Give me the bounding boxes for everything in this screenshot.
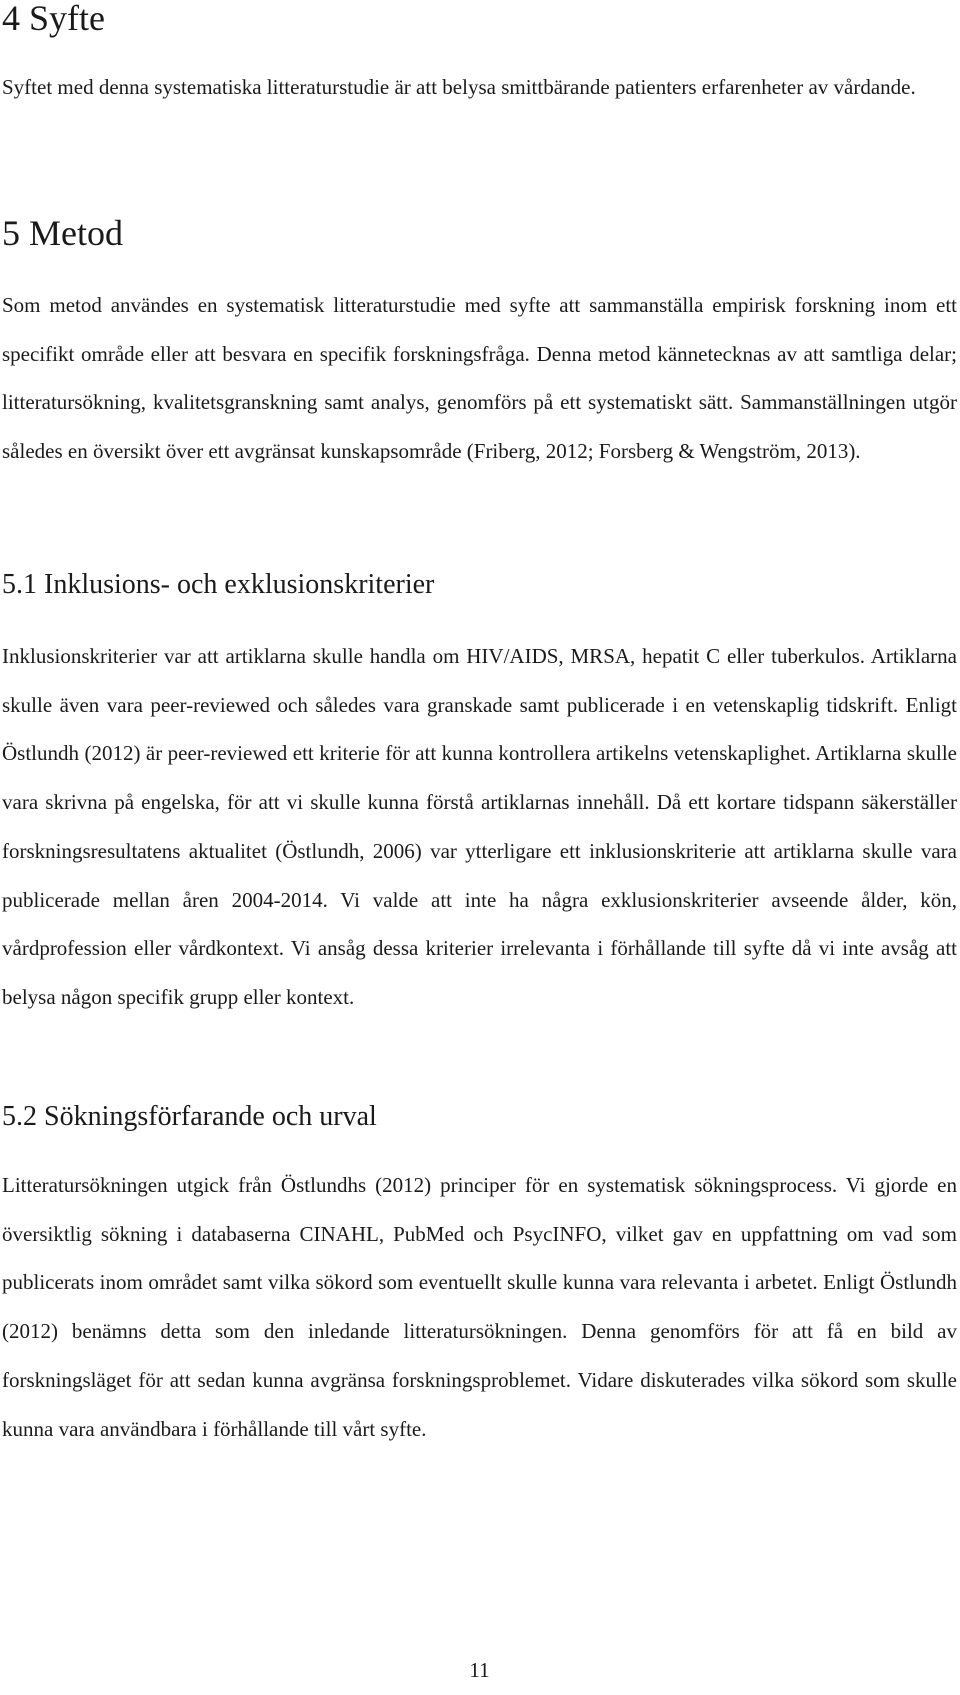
heading-sokningsforfarande: 5.2 Sökningsförfarande och urval: [2, 1101, 377, 1132]
heading-syfte: 4 Syfte: [2, 0, 105, 38]
heading-metod: 5 Metod: [2, 213, 123, 253]
paragraph-inklusionskriterier: Inklusionskriterier var att artiklarna skulle handla om HIV/AIDS, MRSA, hepatit C eller tuberkulos. Artiklarna skulle även vara peer-reviewed och således vara granskade samt publicerade i en vetenskaplig tidskrift. Enligt Östlundh (2012) är peer-reviewed ett kriterie för att kunna kontrollera artikelns vetenskaplighet. Artiklarna skulle vara skrivna på engelska, för att vi skulle kunna förstå artiklarnas innehåll. Då ett kortare tidspann säkerställer forskningsresultatens aktualitet (Östlundh, 2006) var ytterligare ett inklusionskriterie att artiklarna skulle vara publicerade mellan åren 2004-2014. Vi valde att inte ha några exklusionskriterier avseende ålder, kön, vårdprofession eller vårdkontext. Vi ansåg dessa kriterier irrelevanta i förhållande till syfte då vi inte avsåg att belysa någon specifik grupp eller kontext.: [2, 644, 957, 1009]
paragraph-syfte: Syftet med denna systematiska litteraturstudie är att belysa smittbärande patienters erfarenheter av vårdande.: [2, 75, 916, 99]
paragraph-metod: Som metod användes en systematisk litteraturstudie med syfte att sammanställa empirisk forskning inom ett specifikt område eller att besvara en specifik forskningsfråga. Denna metod kännetecknas av att samtliga delar; litteratursökning, kvalitetsgranskning samt analys, genomförs på ett systematiskt sätt. Sammanställningen utgör således en översikt över ett avgränsat kunskapsområde (Friberg, 2012; Forsberg & Wengström, 2013).: [2, 293, 957, 464]
paragraph-sokningsforfarande: Litteratursökningen utgick från Östlundhs (2012) principer för en systematisk sökningsprocess. Vi gjorde en översiktlig sökning i databaserna CINAHL, PubMed och PsycINFO, vilket gav en uppfattning om vad som publicerats inom området samt vilka sökord som eventuellt skulle kunna vara relevanta i arbetet. Enligt Östlundh (2012) benämns detta som den inledande litteratursökningen. Denna genomförs för att få en bild av forskningsläget för att sedan kunna avgränsa forskningsproblemet. Vidare diskuterades vilka sökord som skulle kunna vara användbara i förhållande till vårt syfte.: [2, 1173, 957, 1441]
heading-inklusionskriterier: 5.1 Inklusions- och exklusionskriterier: [2, 569, 435, 600]
page-number: 11: [469, 1658, 490, 1682]
